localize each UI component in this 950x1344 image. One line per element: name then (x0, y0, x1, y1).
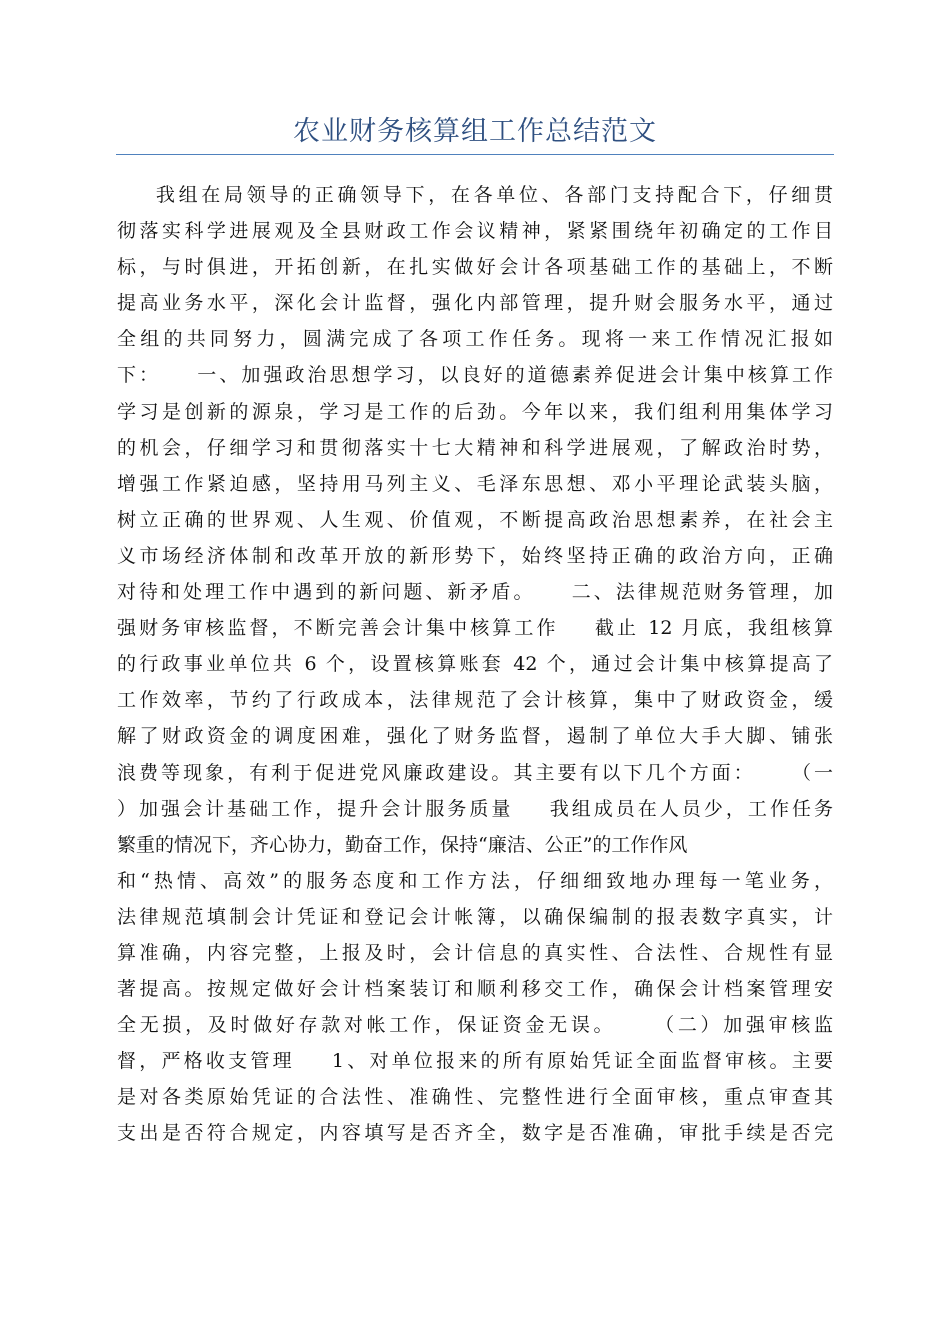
body-line: ）加强会计基础工作，提升会计服务质量 我组成员在人员少，工作任务 (117, 797, 833, 820)
body-line: 浪费等现象，有利于促进党风廉政建设。其主要有以下几个方面： （一 (117, 761, 833, 784)
body-line: 的行政事业单位共 6 个，设置核算账套 42 个，通过会计集中核算提高了 (117, 653, 833, 676)
body-line: 标，与时俱进，开拓创新，在扎实做好会计各项基础工作的基础上，不断 (117, 256, 833, 279)
body-line: 是对各类原始凭证的合法性、准确性、完整性进行全面审核，重点审查其 (117, 1086, 833, 1109)
body-line: 彻落实科学进展观及全县财政工作会议精神，紧紧围绕年初确定的工作目 (117, 220, 833, 243)
body-line: 和“热情、高效”的服务态度和工作方法，仔细细致地办理每一笔业务， (117, 869, 833, 892)
body-line: 督，严格收支管理 1、对单位报来的所有原始凭证全面监督审核。主要 (117, 1050, 833, 1073)
document-title: 农业财务核算组工作总结范文 (293, 116, 657, 147)
body-line: 全无损，及时做好存款对帐工作，保证资金无误。 （二）加强审核监 (117, 1014, 833, 1037)
body-line: 义市场经济体制和改革开放的新形势下，始终坚持正确的政治方向，正确 (117, 544, 833, 567)
body-line: 解了财政资金的调度困难，强化了财务监督，遏制了单位大手大脚、铺张 (117, 725, 833, 748)
body-line: 增强工作紧迫感，坚持用马列主义、毛泽东思想、邓小平理论武装头脑， (117, 472, 833, 495)
body-line: 算准确，内容完整，上报及时，会计信息的真实性、合法性、合规性有显 (117, 941, 833, 964)
body-line: 对待和处理工作中遇到的新问题、新矛盾。 二、法律规范财务管理，加 (117, 581, 833, 604)
body-line: 树立正确的世界观、人生观、价值观，不断提高政治思想素养，在社会主 (117, 508, 833, 531)
body-line: 学习是创新的源泉，学习是工作的后劲。今年以来，我们组利用集体学习 (117, 400, 833, 423)
body-line: 下： 一、加强政治思想学习，以良好的道德素养促进会计集中核算工作 (117, 364, 833, 387)
body-line: 支出是否符合规定，内容填写是否齐全，数字是否准确，审批手续是否完 (117, 1122, 833, 1145)
title-underline (116, 154, 834, 155)
body-line: 的机会，仔细学习和贯彻落实十七大精神和科学进展观，了解政治时势， (117, 436, 833, 459)
body-line: 强财务审核监督，不断完善会计集中核算工作 截止 12 月底，我组核算 (117, 617, 833, 640)
body-line: 工作效率，节约了行政成本，法律规范了会计核算，集中了财政资金，缓 (117, 689, 833, 712)
body-line: 全组的共同努力，圆满完成了各项工作任务。现将一来工作情况汇报如 (117, 328, 833, 351)
body-line: 法律规范填制会计凭证和登记会计帐簿，以确保编制的报表数字真实，计 (117, 905, 833, 928)
body-line: 我组在局领导的正确领导下，在各单位、各部门支持配合下，仔细贯 (117, 184, 833, 206)
document-body (117, 177, 833, 1152)
body-line: 提高业务水平，深化会计监督，强化内部管理，提升财会服务水平，通过 (117, 292, 833, 315)
body-line: 著提高。按规定做好会计档案装订和顺利移交工作，确保会计档案管理安 (117, 978, 833, 1001)
body-line: 繁重的情况下，齐心协力，勤奋工作，保持“廉洁、公正”的工作作风 (117, 833, 688, 856)
